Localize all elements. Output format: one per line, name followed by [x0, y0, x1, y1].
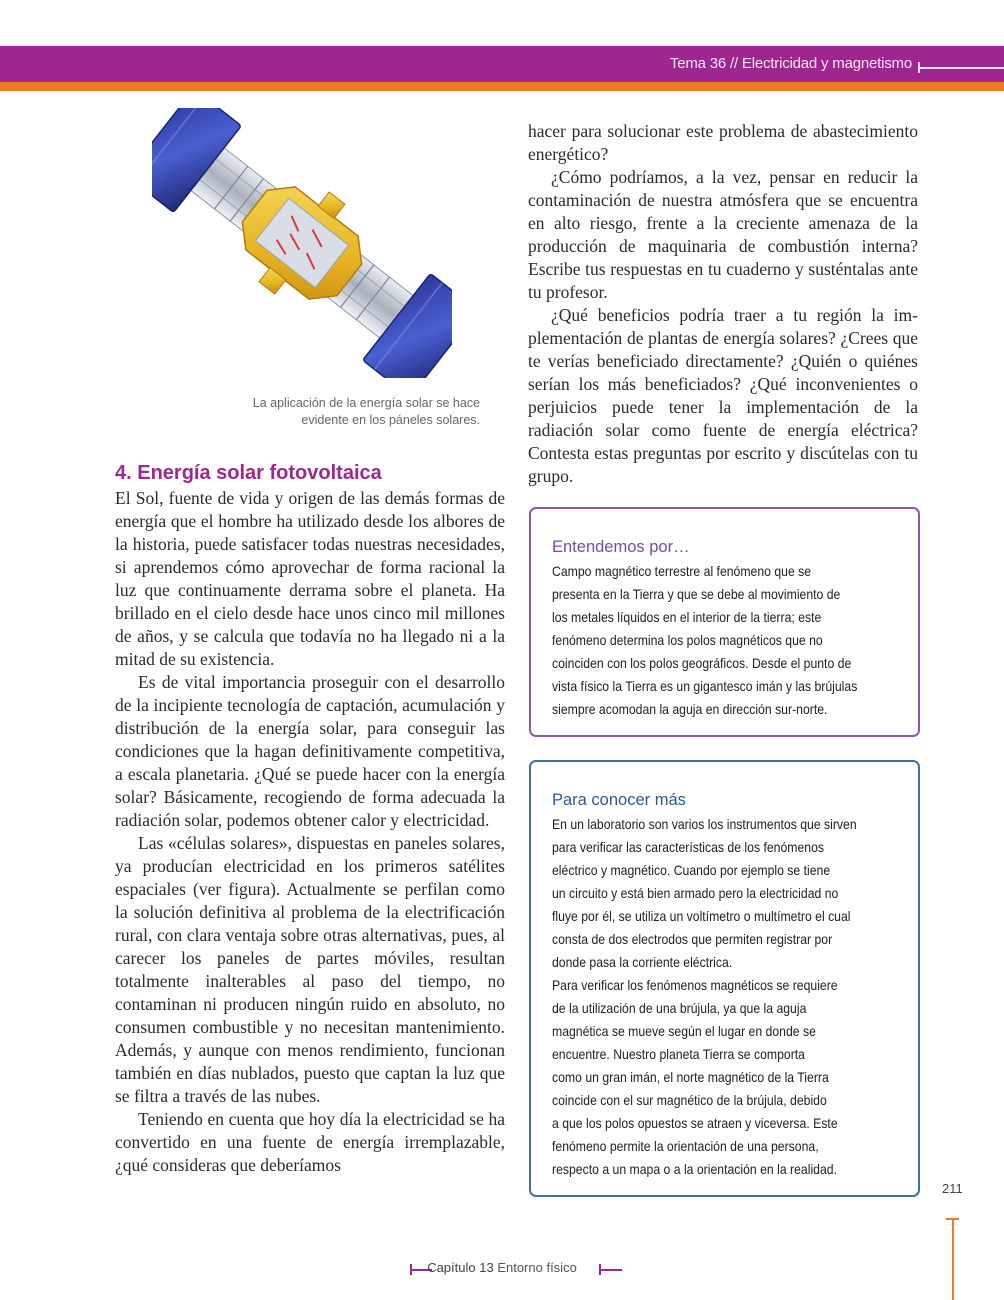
box-line: de la utilización de una brújula, ya que la aguja — [552, 1001, 807, 1016]
paragraph: ¿Qué beneficios podría traer a tu región la implementación de plantas de energía solares? ¿Crees que te verías beneficiado directamente? ¿Quién o quiénes serían los más beneficiados? ¿Qué inconvenientes o perjuicios puede tener la implementación de la radiación solar como fuente de energía eléctrica? Contesta estas preguntas por escrito y discútelas con tu grupo. — [528, 305, 918, 486]
section-title: 4. Energía solar fotovoltaica — [115, 462, 382, 484]
box-line: encuentre. Nuestro planeta Tierra se comporta — [552, 1047, 805, 1062]
box-line: consta de dos electrodos que permiten registrar por — [552, 932, 833, 947]
box-line: fenómeno permite la orientación de una persona, — [552, 1139, 819, 1154]
box-line: a que los polos opuestos se atraen y viceversa. Este — [552, 1116, 838, 1131]
figure-caption — [200, 395, 480, 429]
header-rule — [918, 67, 1004, 69]
box-line: un circuito y está bien armado pero la electricidad no — [552, 886, 839, 901]
footer — [0, 1260, 1004, 1275]
box-line: respecto a un mapa o a la orientación en la realidad. — [552, 1162, 837, 1177]
paragraph: hacer para solucionar este problema de abastecimiento energético? — [528, 121, 918, 164]
caption-line: evidente en los páneles solares. — [301, 413, 480, 427]
box-line: fluye por él, se utiliza un voltímetro o multímetro el cual — [552, 909, 851, 924]
definition-box — [529, 507, 920, 737]
running-header: Tema 36 // Electricidad y magnetismo — [669, 55, 912, 72]
box-line: En un laboratorio son varios los instrumentos que sirven — [552, 817, 857, 832]
paragraph: Es de vital importancia proseguir con el desarrollo de la incipiente tecnología de captación, acumulación y distribución de la energía solar, para conseguir las condiciones que la hagan definitivamente competitiva, a escala planetaria. ¿Qué se puede hacer con la energía solar? Básicamente, recogiendo de forma adecuada la radiación solar, podemos obtener calor y electricidad. — [115, 672, 505, 830]
footer-chapter-name: Entorno físico — [497, 1260, 577, 1275]
definition-box-title: Entendemos por… — [552, 538, 690, 556]
box-line: presenta en la Tierra y que se debe al movimiento de — [552, 587, 841, 602]
right-column-text — [528, 120, 918, 488]
left-column-text — [115, 487, 505, 1177]
definition-box-body — [552, 560, 905, 721]
header-accent-stripe — [0, 82, 1004, 91]
paragraph: Teniendo en cuenta que hoy día la electricidad se ha convertido en una fuente de energía irremplazable, ¿qué consideras que deberíamos — [115, 1109, 505, 1175]
caption-line: La aplicación de la energía solar se hace — [252, 396, 480, 410]
footer-chapter: Capítulo 13 — [427, 1260, 494, 1275]
box-line: los metales líquidos en el interior de la tierra; este — [552, 610, 822, 625]
paragraph: ¿Cómo podríamos, a la vez, pensar en reducir la contaminación de nuestra atmósfera que se encuentra en alto riesgo, frente a la creciente amenaza de la producción de maquinaria de combustión interna? Escribe tus respuestas en tu cuaderno y susténtalas ante tu profesor. — [528, 167, 918, 302]
page-number: 211 — [942, 1181, 963, 1196]
box-line: como un gran imán, el norte magnético de la Tierra — [552, 1070, 829, 1085]
box-line: para verificar las características de los fenómenos — [552, 840, 824, 855]
learn-more-box-title: Para conocer más — [552, 791, 686, 809]
box-line: Para verificar los fenómenos magnéticos se requiere — [552, 978, 838, 993]
box-line: vista físico la Tierra es un gigantesco imán y las brújulas — [552, 679, 858, 694]
satellite-solar-panels-illustration — [152, 108, 452, 378]
box-line: donde pasa la corriente eléctrica. — [552, 955, 733, 970]
box-line: Campo magnético terrestre al fenómeno que se — [552, 564, 812, 579]
box-line: coinciden con los polos geográficos. Desde el punto de — [552, 656, 852, 671]
box-line: fenómeno determina los polos magnéticos que no — [552, 633, 823, 648]
learn-more-box — [529, 760, 920, 1197]
box-line: coincide con el sur magnético de la brújula, debido — [552, 1093, 827, 1108]
box-line: magnética se mueve según el lugar en donde se — [552, 1024, 816, 1039]
box-line: eléctrico y magnético. Cuando por ejemplo se tiene — [552, 863, 831, 878]
paragraph: Las «células solares», dispuestas en paneles solares, ya producían electricidad en los primeros satélites espaciales (ver figura). Actualmente se perfilan como la solución definitiva al problema de la electrificación rural, con clara ventaja sobre otras alternativas, pues, al carecer los paneles de partes móviles, resultan totalmente inalterables al paso del tiempo, no contaminan ni producen ningún ruido en absoluto, no consumen combustible y no necesitan mantenimiento. Además, y aunque con menos rendimiento, funcionan también en días nublados, puesto que captan la luz que se filtra a través de las nubes. — [115, 833, 505, 1106]
box-line: siempre acomodan la aguja en dirección sur-norte. — [552, 702, 828, 717]
paragraph: El Sol, fuente de vida y origen de las demás formas de energía que el hombre ha utilizado desde los albores de la historia, puede satisfacer todas nuestras necesidades, si aprendemos cómo aprovechar de forma racional la luz que continuamente derrama sobre el planeta. Ha brillado en el cielo desde hace unos cinco mil millones de años, y se calcula que todavía no ha llegado ni a la mitad de su existencia. — [115, 488, 505, 669]
learn-more-box-body — [552, 813, 905, 1181]
